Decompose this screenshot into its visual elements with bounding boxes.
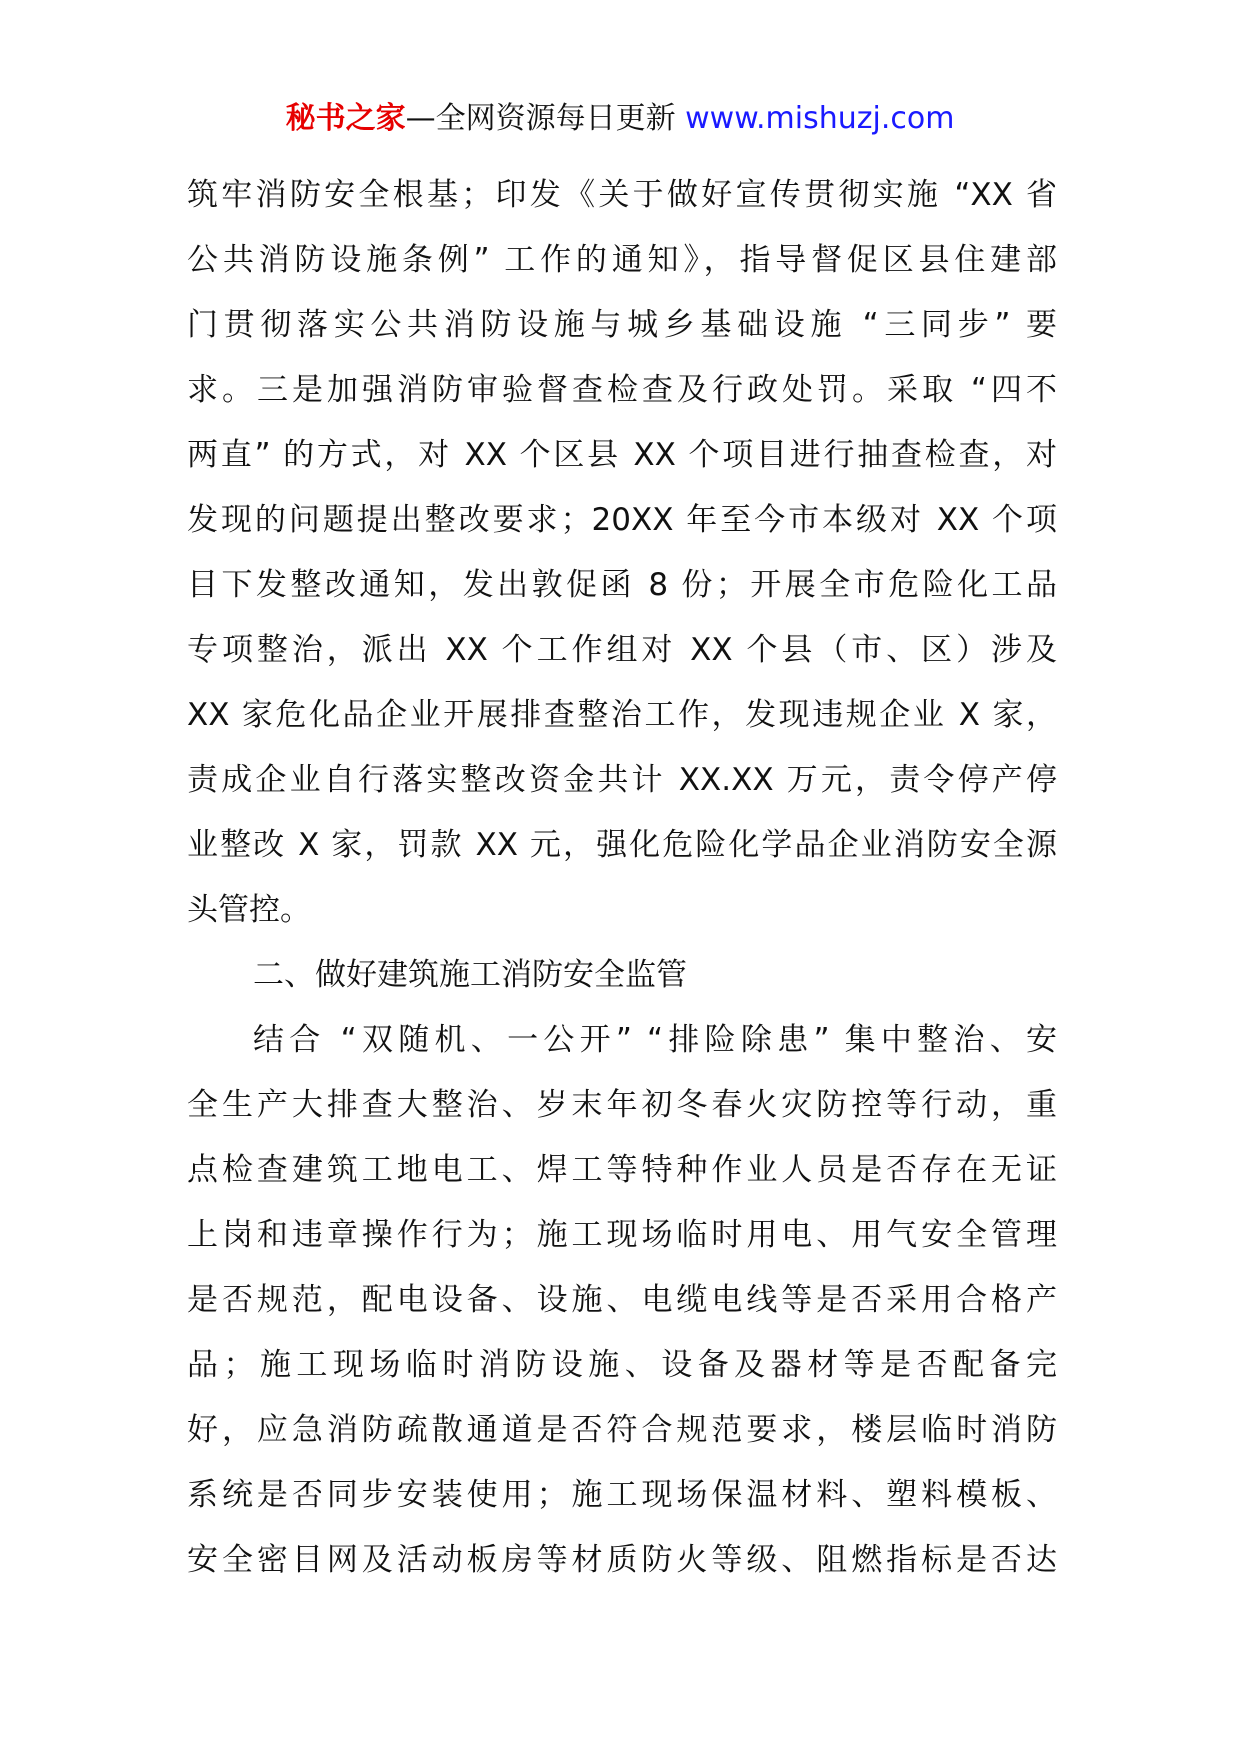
text-line: 目下发整改通知，发出敦促函 8 份；开展全市危险化工品 [187,567,1057,603]
text-line: 专项整治，派出 XX 个工作组对 XX 个县（市、区）涉及 [187,632,1057,668]
text-line: 上岗和违章操作行为；施工现场临时用电、用气安全管理 [187,1217,1057,1253]
text-line: 筑牢消防安全根基；印发《关于做好宣传贯彻实施 “XX 省 [187,177,1057,213]
paragraph-1 [187,163,1057,943]
text-line: 安全密目网及活动板房等材质防火等级、阻燃指标是否达 [187,1542,1057,1578]
site-url-link[interactable]: www.mishuzj.com [685,101,955,136]
text-line: 求。三是加强消防审验督查检查及行政处罚。采取 “四不 [187,372,1057,408]
site-header [0,98,1240,140]
text-line: 头管控。 [187,892,311,928]
document-body [187,163,1057,1593]
text-line: 结合 “双随机、一公开” “排险除患” 集中整治、安 [253,1022,1057,1058]
text-line: 点检查建筑工地电工、焊工等特种作业人员是否存在无证 [187,1152,1057,1188]
text-line: 责成企业自行落实整改资金共计 XX.XX 万元，责令停产停 [187,762,1057,798]
text-line: 门贯彻落实公共消防设施与城乡基础设施 “三同步” 要 [187,307,1057,343]
text-line: 好，应急消防疏散通道是否符合规范要求，楼层临时消防 [187,1412,1057,1448]
text-line: 发现的问题提出整改要求；20XX 年至今市本级对 XX 个项 [187,502,1057,538]
text-line: 两直” 的方式，对 XX 个区县 XX 个项目进行抽查检查，对 [187,437,1057,473]
site-brand: 秘书之家 [285,101,406,136]
text-line: 品；施工现场临时消防设施、设备及器材等是否配备完 [187,1347,1057,1383]
text-line: 是否规范，配电设备、设施、电缆电线等是否采用合格产 [187,1282,1057,1318]
text-line: 全生产大排查大整治、岁末年初冬春火灾防控等行动，重 [187,1087,1057,1123]
text-line: 系统是否同步安装使用；施工现场保温材料、塑料模板、 [187,1477,1057,1513]
paragraph-2 [187,1008,1057,1593]
text-line: XX 家危化品企业开展排查整治工作，发现违规企业 X 家， [187,697,1057,733]
text-line: 业整改 X 家，罚款 XX 元，强化危险化学品企业消防安全源 [187,827,1057,863]
section-heading: 二、做好建筑施工消防安全监管 [253,957,687,993]
site-tagline: —全网资源每日更新 [405,101,676,136]
text-line: 公共消防设施条例” 工作的通知》，指导督促区县住建部 [187,242,1057,278]
